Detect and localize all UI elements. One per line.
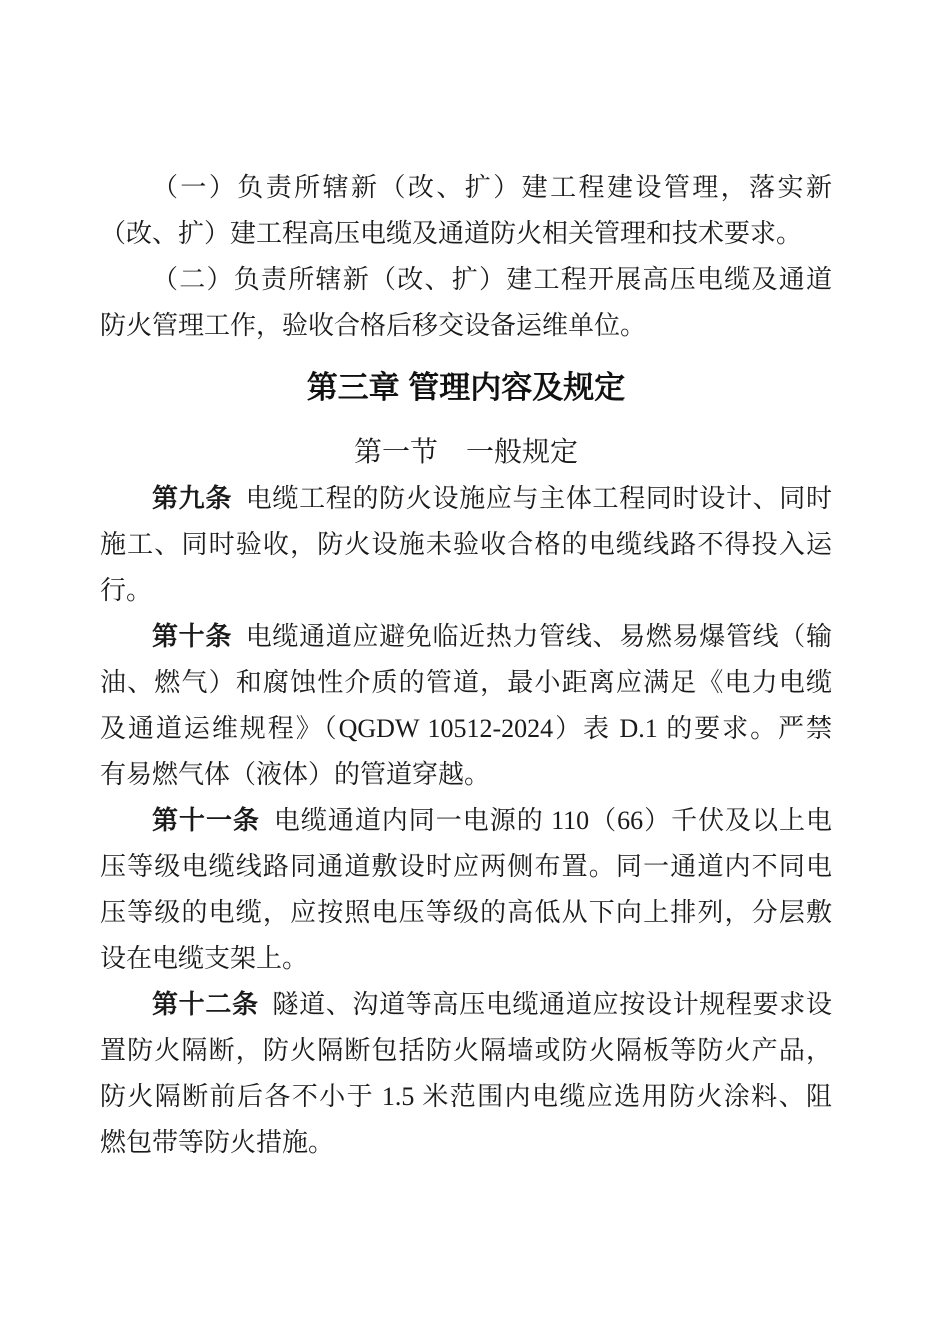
article-9-label: 第九条 <box>152 484 233 513</box>
article-12-line-1: 隧道、沟道等高压电缆通道应按设计规程要求设 <box>271 990 832 1019</box>
text-line: 燃包带等防火措施。 <box>100 1128 335 1157</box>
article-12-label: 第十二条 <box>152 990 259 1019</box>
article-10-paragraph <box>100 614 832 798</box>
text-line <box>100 476 832 522</box>
text-line: 压等级的电缆，应按照电压等级的高低从下向上排列，分层敷 <box>100 898 832 927</box>
article-10-label: 第十条 <box>152 622 233 651</box>
text-line: 施工、同时验收，防火设施未验收合格的电缆线路不得投入运 <box>100 530 832 559</box>
article-11-label: 第十一条 <box>152 806 260 835</box>
text-line <box>100 982 832 1028</box>
chapter-heading: 第三章 管理内容及规定 <box>306 370 626 405</box>
text-line: 行。 <box>100 576 153 605</box>
article-10-line-1: 电缆通道应避免临近热力管线、易燃易爆管线（输 <box>245 622 832 651</box>
text-line: （改、扩）建工程高压电缆及通道防火相关管理和技术要求。 <box>100 219 803 248</box>
intro-clause-2 <box>100 257 832 349</box>
intro-clause-1 <box>100 165 832 257</box>
article-9-line-1: 电缆工程的防火设施应与主体工程同时设计、同时 <box>245 484 832 513</box>
text-line <box>100 614 832 660</box>
article-11-line-1: 电缆通道内同一电源的 110（66）千伏及以上电 <box>272 806 832 835</box>
text-line: 防火隔断前后各不小于 1.5 米范围内电缆应选用防火涂料、阻 <box>100 1082 832 1111</box>
article-11-paragraph <box>100 798 832 982</box>
text-line: 压等级电缆线路同通道敷设时应两侧布置。同一通道内不同电 <box>100 852 832 881</box>
text-line: 油、燃气）和腐蚀性介质的管道，最小距离应满足《电力电缆 <box>100 668 832 697</box>
text-line: （一）负责所辖新（改、扩）建工程建设管理，落实新 <box>152 173 832 202</box>
section-heading: 第一节 一般规定 <box>353 437 578 468</box>
text-line: 防火管理工作，验收合格后移交设备运维单位。 <box>100 311 647 340</box>
text-line: 有易燃气体（液体）的管道穿越。 <box>100 760 491 789</box>
text-line: 设在电缆支架上。 <box>100 944 309 973</box>
article-12-paragraph <box>100 982 832 1166</box>
text-line <box>100 798 832 844</box>
article-9-paragraph <box>100 476 832 614</box>
text-line: （二）负责所辖新（改、扩）建工程开展高压电缆及通道 <box>152 265 832 294</box>
text-line: 置防火隔断，防火隔断包括防火隔墙或防火隔板等防火产品， <box>100 1036 832 1065</box>
text-line: 及通道运维规程》（QGDW 10512-2024）表 D.1 的要求。严禁 <box>100 714 832 743</box>
